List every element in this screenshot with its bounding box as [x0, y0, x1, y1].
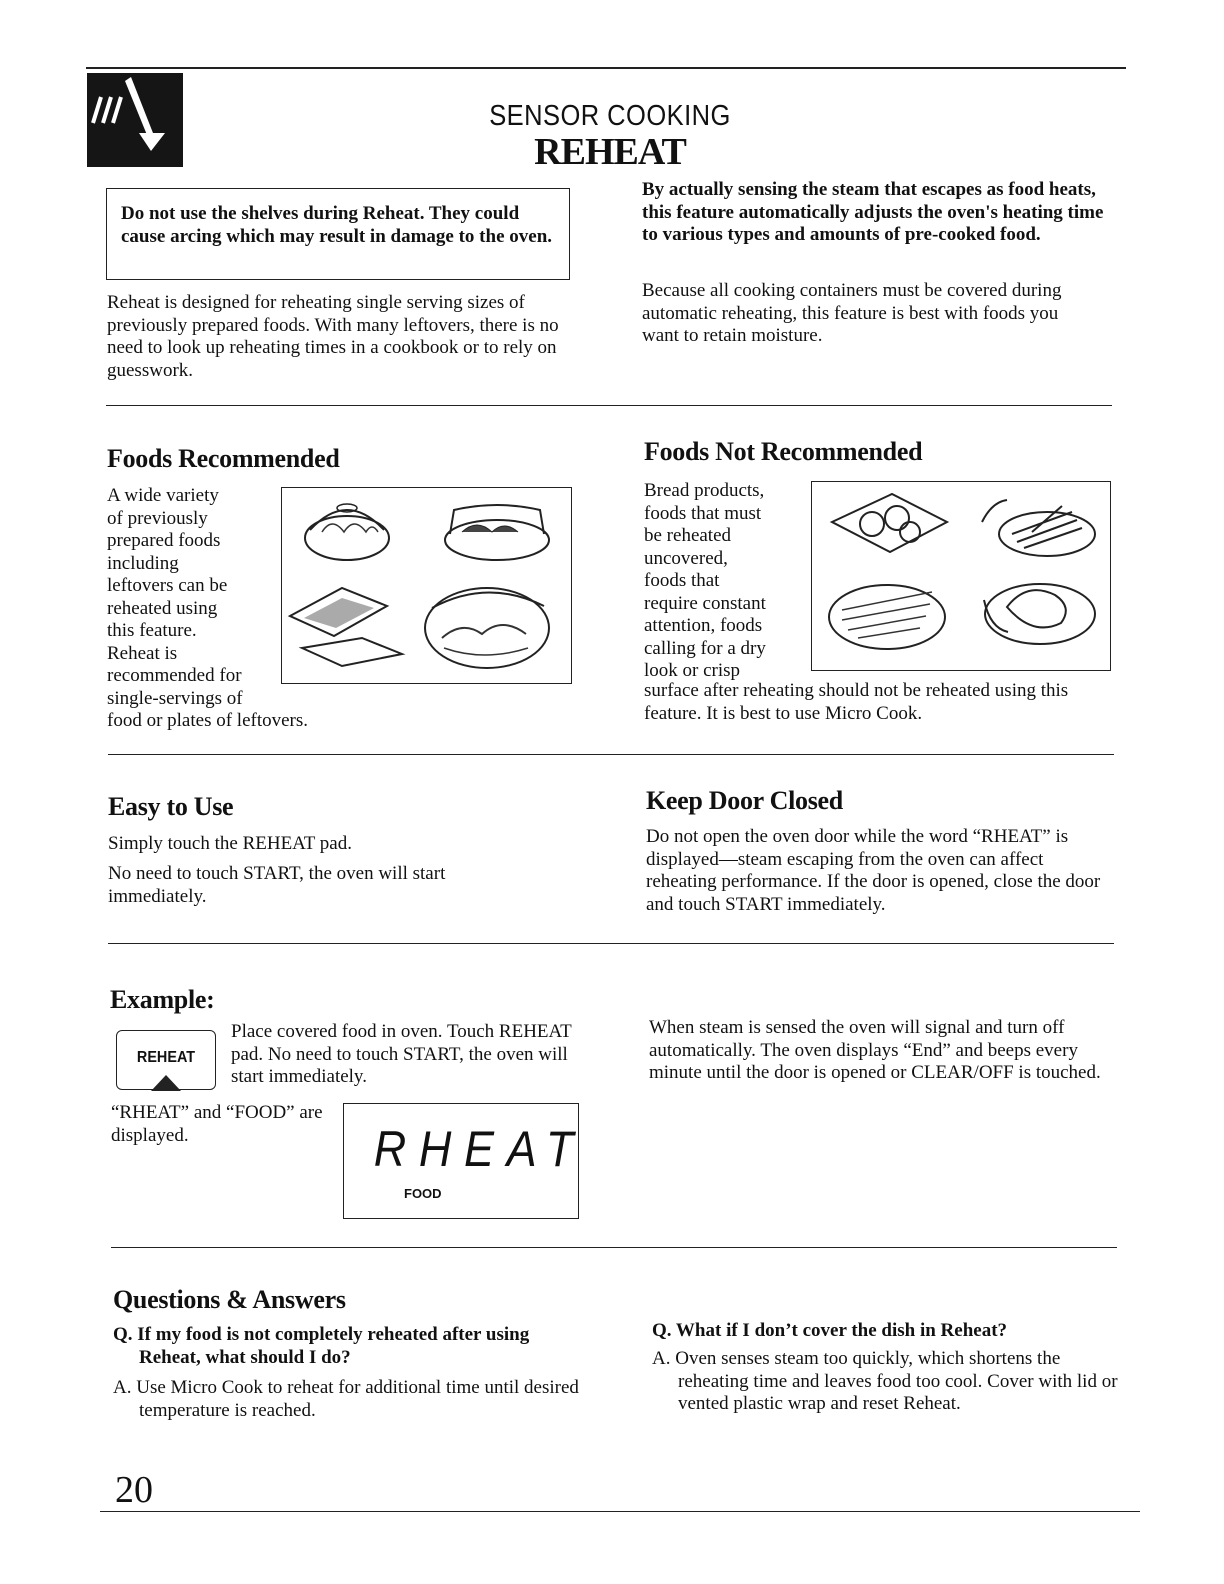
example-step-1: Place covered food in oven. Touch REHEAT pad. No need to touch START, the oven will start immediately. [231, 1021, 572, 1087]
text-line: leftovers can be [107, 575, 228, 596]
example-right-text: When steam is sensed the oven will signal and turn off automatically. The oven displays “End” and beeps every minute until the door is opened or CLEAR/OFF is touched. [649, 1017, 1101, 1083]
text-line: reheated using [107, 597, 218, 619]
text-line: look or crisp [644, 660, 741, 681]
not-recommended-foods-illustration [811, 481, 1111, 671]
text-line: be reheated [644, 525, 732, 546]
footer-rule [100, 1511, 1140, 1512]
text-line: this feature. [107, 620, 197, 641]
text-line: single-servings of [107, 687, 243, 709]
top-rule [86, 67, 1126, 69]
text-line: including [107, 552, 179, 574]
section-rule [108, 943, 1114, 944]
text-line: Bread products, [644, 480, 765, 501]
section-rule [111, 1247, 1117, 1248]
intro-right: Because all cooking containers must be covered during automatic reheating, this feature is best with foods you want to retain moisture. [642, 280, 1062, 346]
warning-text: Do not use the shelves during Reheat. They could cause arcing which may result in damage to the oven. [121, 203, 553, 247]
easy-to-use-text-1: Simply touch the REHEAT pad. [108, 833, 352, 854]
keep-door-closed-text: Do not open the oven door while the word “RHEAT” is displayed—steam escaping from the oven can affect reheating performance. If the door is opened, close the door and touch START immediately. [646, 826, 1101, 915]
text-line: attention, foods [644, 615, 763, 636]
text-line: calling for a dry [644, 637, 766, 659]
question-1: Q. If my food is not completely reheated after using Reheat, what should I do? [113, 1324, 530, 1368]
easy-to-use-text-2: No need to touch START, the oven will start immediately. [108, 863, 446, 907]
reheat-pad-button[interactable] [116, 1030, 216, 1090]
pointer-arrow-icon [151, 1075, 181, 1091]
example-step-2: “RHEAT” and “FOOD” are displayed. [111, 1102, 323, 1146]
text-line: uncovered, [644, 547, 728, 569]
text-line: recommended for [107, 665, 242, 686]
text-line: food or plates of leftovers. [107, 710, 309, 731]
text-line: require constant [644, 592, 766, 614]
intro-left: Reheat is designed for reheating single serving sizes of previously prepared foods. With many leftovers, there is no need to look up reheating times in a cookbook or to rely on guesswork. [107, 292, 559, 381]
page-title: REHEAT [534, 131, 686, 173]
text-line: prepared foods [107, 530, 221, 551]
answer-1: A. Use Micro Cook to reheat for additional time until desired temperature is reached. [113, 1377, 579, 1421]
header-kicker: SENSOR COOKING [489, 100, 731, 132]
foods-not-recommended-rest: surface after reheating should not be reheated using this feature. It is best to use Micro Cook. [644, 680, 1069, 724]
display-readout: RHEAT [373, 1121, 586, 1177]
text-line: Reheat is [107, 642, 178, 664]
microwave-logo-icon [87, 73, 183, 167]
text-line: foods that must [644, 502, 762, 524]
answer-2: A. Oven senses steam too quickly, which shortens the reheating time and leaves food too cool. Cover with lid or vented plastic wrap and reset Reheat. [652, 1348, 1118, 1414]
section-rule [106, 405, 1112, 406]
question-2: Q. What if I don’t cover the dish in Reheat? [652, 1320, 1008, 1341]
qa-heading: Questions & Answers [113, 1285, 346, 1314]
easy-to-use-heading: Easy to Use [108, 792, 234, 821]
text-line: of previously [107, 507, 208, 529]
section-rule [108, 754, 1114, 755]
foods-recommended-heading: Foods Recommended [107, 444, 340, 473]
keep-door-closed-heading: Keep Door Closed [646, 786, 843, 815]
intro-right-bold: By actually sensing the steam that escapes as food heats, this feature automatically adjusts the oven's heating time to various types and amounts of pre-cooked food. [642, 179, 1104, 245]
text-line: foods that [644, 570, 720, 591]
display-food-indicator: FOOD [404, 1186, 442, 1201]
reheat-pad-label: REHEAT [136, 1049, 196, 1066]
foods-not-recommended-heading: Foods Not Recommended [644, 437, 923, 466]
foods-not-recommended-text [644, 480, 814, 683]
page-number: 20 [115, 1469, 153, 1511]
oven-display-panel [343, 1103, 586, 1219]
text-line: A wide variety [107, 485, 219, 506]
recommended-foods-illustration [281, 487, 572, 684]
example-heading: Example: [110, 985, 215, 1014]
warning-box [106, 188, 570, 280]
